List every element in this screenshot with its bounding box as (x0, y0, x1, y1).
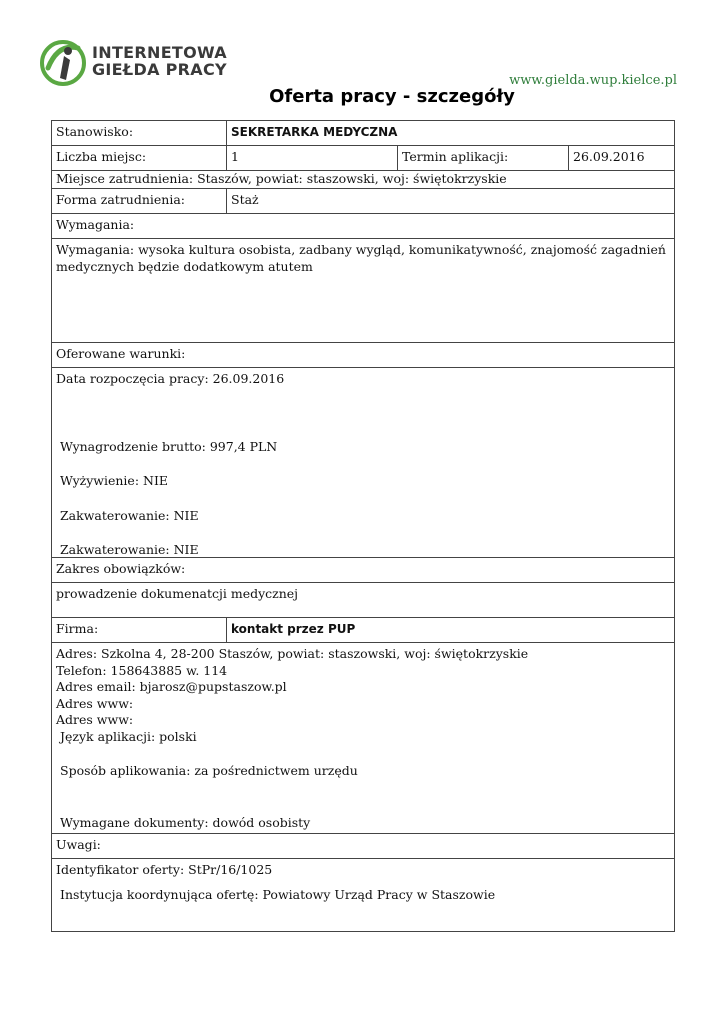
forma-label: Forma zatrudnienia: (56, 192, 186, 207)
wynagrodzenie: Wynagrodzenie brutto: 997,4 PLN (60, 438, 278, 454)
data-rozpoczecia: Data rozpoczęcia pracy: 26.09.2016 (56, 371, 285, 386)
row-miejsce (52, 171, 674, 189)
row-identyfikator (52, 859, 674, 932)
termin-value: 26.09.2016 (568, 146, 674, 170)
logo-text (92, 44, 227, 78)
liczba-value: 1 (226, 146, 397, 170)
miejsce-value: Miejsce zatrudnienia: Staszów, powiat: staszowski, woj: świętokrzyskie (56, 171, 507, 186)
jezyk: Język aplikacji: polski (60, 728, 197, 744)
row-zakres-text (52, 583, 674, 618)
logo-emblem-icon (38, 38, 88, 88)
warunki-label: Oferowane warunki: (56, 346, 186, 361)
identyfikator: Identyfikator oferty: StPr/16/1025 (56, 862, 273, 877)
row-warunki-label (52, 343, 674, 368)
stanowisko-label: Stanowisko: (56, 124, 134, 139)
row-kontakt (52, 643, 674, 834)
firma-label: Firma: (56, 621, 99, 636)
stanowisko-value: SEKRETARKA MEDYCZNA (226, 121, 674, 145)
page-title: Oferta pracy - szczegóły (269, 86, 515, 107)
wymagania-text: Wymagania: wysoka kultura osobista, zadbany wygląd, komunikatywność, znajomość zagadnień medycznych będzie dodatkowym atutem (56, 242, 666, 274)
wymagania-label: Wymagania: (56, 217, 135, 232)
www-2: Adres www: (56, 712, 134, 727)
row-uwagi (52, 834, 674, 859)
instytucja: Instytucja koordynująca ofertę: Powiatowy Urząd Pracy w Staszowie (60, 886, 496, 902)
forma-value: Staż (226, 189, 674, 213)
firma-value: kontakt przez PUP (226, 618, 674, 642)
kontakt-block (52, 643, 674, 833)
zakres-text: prowadzenie dokumenatcji medycznej (56, 586, 299, 601)
dokumenty: Wymagane dokumenty: dowód osobisty (60, 814, 311, 830)
telefon: Telefon: 158643885 w. 114 (56, 662, 228, 678)
warunki-block (52, 368, 674, 557)
sposob: Sposób aplikowania: za pośrednictwem urzędu (60, 763, 358, 778)
zakwaterowanie-2: Zakwaterowanie: NIE (60, 542, 199, 557)
termin-label: Termin aplikacji: (397, 146, 568, 170)
www-1: Adres www: (56, 695, 134, 711)
row-firma (52, 618, 674, 643)
row-warunki-text (52, 368, 674, 558)
row-wymagania-text (52, 239, 674, 343)
adres: Adres: Szkolna 4, 28-200 Staszów, powiat: staszowski, woj: świętokrzyskie (56, 646, 529, 661)
zakwaterowanie-1: Zakwaterowanie: NIE (60, 507, 199, 523)
site-url-link[interactable]: www.gielda.wup.kielce.pl (509, 73, 677, 88)
row-zakres-label (52, 558, 674, 583)
logo-line-1: INTERNETOWA (92, 43, 227, 62)
logo (38, 38, 238, 88)
row-stanowisko (52, 121, 674, 146)
logo-line-2: GIEŁDA PRACY (92, 60, 227, 79)
liczba-label: Liczba miejsc: (56, 149, 147, 164)
uwagi-label: Uwagi: (56, 837, 101, 852)
row-wymagania-label (52, 214, 674, 239)
offer-table (51, 120, 675, 932)
identyfikator-block (52, 859, 674, 931)
row-forma (52, 189, 674, 214)
wyzywienie: Wyżywienie: NIE (60, 473, 169, 488)
zakres-label: Zakres obowiązków: (56, 561, 186, 576)
row-liczba-termin (52, 146, 674, 171)
email[interactable]: Adres email: bjarosz@pupstaszow.pl (56, 679, 287, 694)
